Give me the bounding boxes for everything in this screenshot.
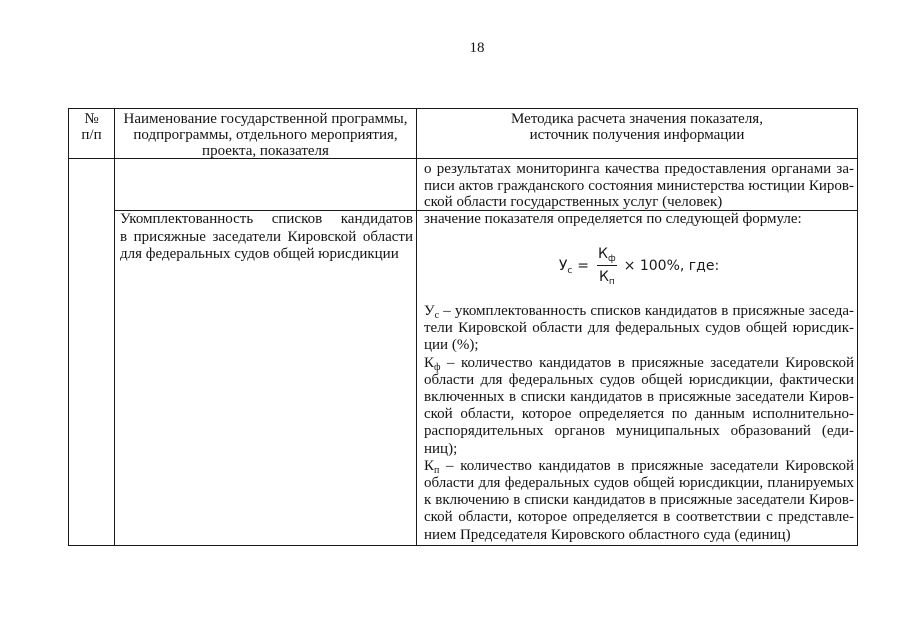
- continuation-method-cell: [417, 159, 857, 210]
- header-method-line: источник получения информации: [529, 127, 745, 143]
- fraction-numerator: [597, 246, 617, 266]
- definition-line: ции (%);: [424, 337, 479, 354]
- header-name-cell: [115, 109, 416, 158]
- formula-tail: × 100%, где:: [623, 257, 720, 274]
- formula-result: [559, 258, 572, 274]
- definition-line: распорядительных органов муниципальных образований (еди-: [424, 423, 854, 440]
- header-number-cell: [69, 109, 114, 158]
- symbol-base: К: [424, 457, 435, 474]
- definition-line: к включению в списки кандидатов в присяжные заседатели Киров-: [424, 492, 854, 509]
- definition-line: ниц);: [424, 440, 458, 457]
- method-line: о результатах мониторинга качества предоставления органами за-: [424, 161, 854, 177]
- symbol-sub: п: [434, 464, 440, 476]
- definition-line: ской области, которое определяется в соответствии с представле-: [424, 509, 854, 526]
- definition-line: тели Кировской области для федеральных судов общей юрисдик-: [424, 320, 854, 337]
- definition-line: [424, 458, 854, 475]
- definition-symbol: [424, 355, 441, 371]
- definition-line: нием Председателя Кировского областного суда (единиц): [424, 526, 791, 543]
- numerator-sub: ф: [607, 254, 616, 264]
- header-name-line: Наименование государственной программы,: [123, 111, 408, 127]
- header-name-line: подпрограммы, отдельного мероприятия,: [133, 127, 398, 143]
- fraction-denominator: [599, 266, 615, 285]
- definition-text: – количество кандидатов в присяжные заседатели Кировской: [446, 457, 854, 474]
- header-method-line: Методика расчета значения показателя,: [511, 111, 763, 127]
- variable-definitions: [424, 303, 854, 544]
- definition-line: включенных в списки кандидатов в присяжные заседатели Киров-: [424, 389, 854, 406]
- definition-line: [424, 303, 854, 320]
- indicator-name-cell: [115, 211, 416, 545]
- header-name-line: проекта, показателя: [202, 143, 329, 159]
- indicators-table: [68, 108, 858, 546]
- definition-text: – количество кандидатов в присяжные заседатели Кировской: [447, 354, 854, 371]
- formula-fraction: [597, 246, 617, 285]
- definition-text: – укомплектованность списков кандидатов в присяжные заседа-: [443, 303, 855, 319]
- numerator-base: К: [598, 246, 608, 262]
- page-number: 18: [469, 40, 485, 56]
- definition-line: ской области, которое определяется по данным исполнительно-: [424, 406, 854, 423]
- formula-result-sub: с: [567, 265, 573, 276]
- symbol-base: У: [424, 303, 435, 319]
- header-method-cell: [417, 109, 857, 158]
- formula-result-base: У: [558, 257, 568, 274]
- formula: [424, 228, 854, 303]
- method-line: ской области государственных услуг (человек): [424, 194, 723, 210]
- definition-symbol: [424, 303, 439, 319]
- definition-line: [424, 355, 854, 372]
- header-number-line: №: [84, 111, 99, 127]
- definition-line: области для федеральных судов общей юрисдикции, планируемых: [424, 475, 854, 492]
- method-intro: значение показателя определяется по следующей формуле:: [424, 211, 802, 227]
- indicator-name-line: в присяжные заседатели Кировской области: [120, 228, 413, 245]
- denominator-base: К: [598, 269, 609, 285]
- symbol-base: К: [424, 354, 435, 371]
- number-cell: [69, 159, 114, 545]
- method-line: писи актов гражданского состояния министерства юстиции Киров-: [424, 177, 854, 194]
- symbol-sub: с: [434, 310, 440, 321]
- denominator-sub: п: [608, 277, 615, 287]
- continuation-name-cell: [115, 159, 416, 210]
- definition-line: области для федеральных судов общей юрисдикции, фактически: [424, 371, 854, 388]
- symbol-sub: ф: [434, 361, 441, 373]
- formula-equals: =: [577, 257, 590, 274]
- indicator-name-line: Укомплектованность списков кандидатов: [120, 211, 413, 227]
- indicator-name-line: для федеральных судов общей юрисдикции: [120, 246, 399, 262]
- definition-symbol: [424, 458, 439, 474]
- indicator-method-cell: [417, 211, 857, 545]
- header-number-line: п/п: [81, 127, 102, 143]
